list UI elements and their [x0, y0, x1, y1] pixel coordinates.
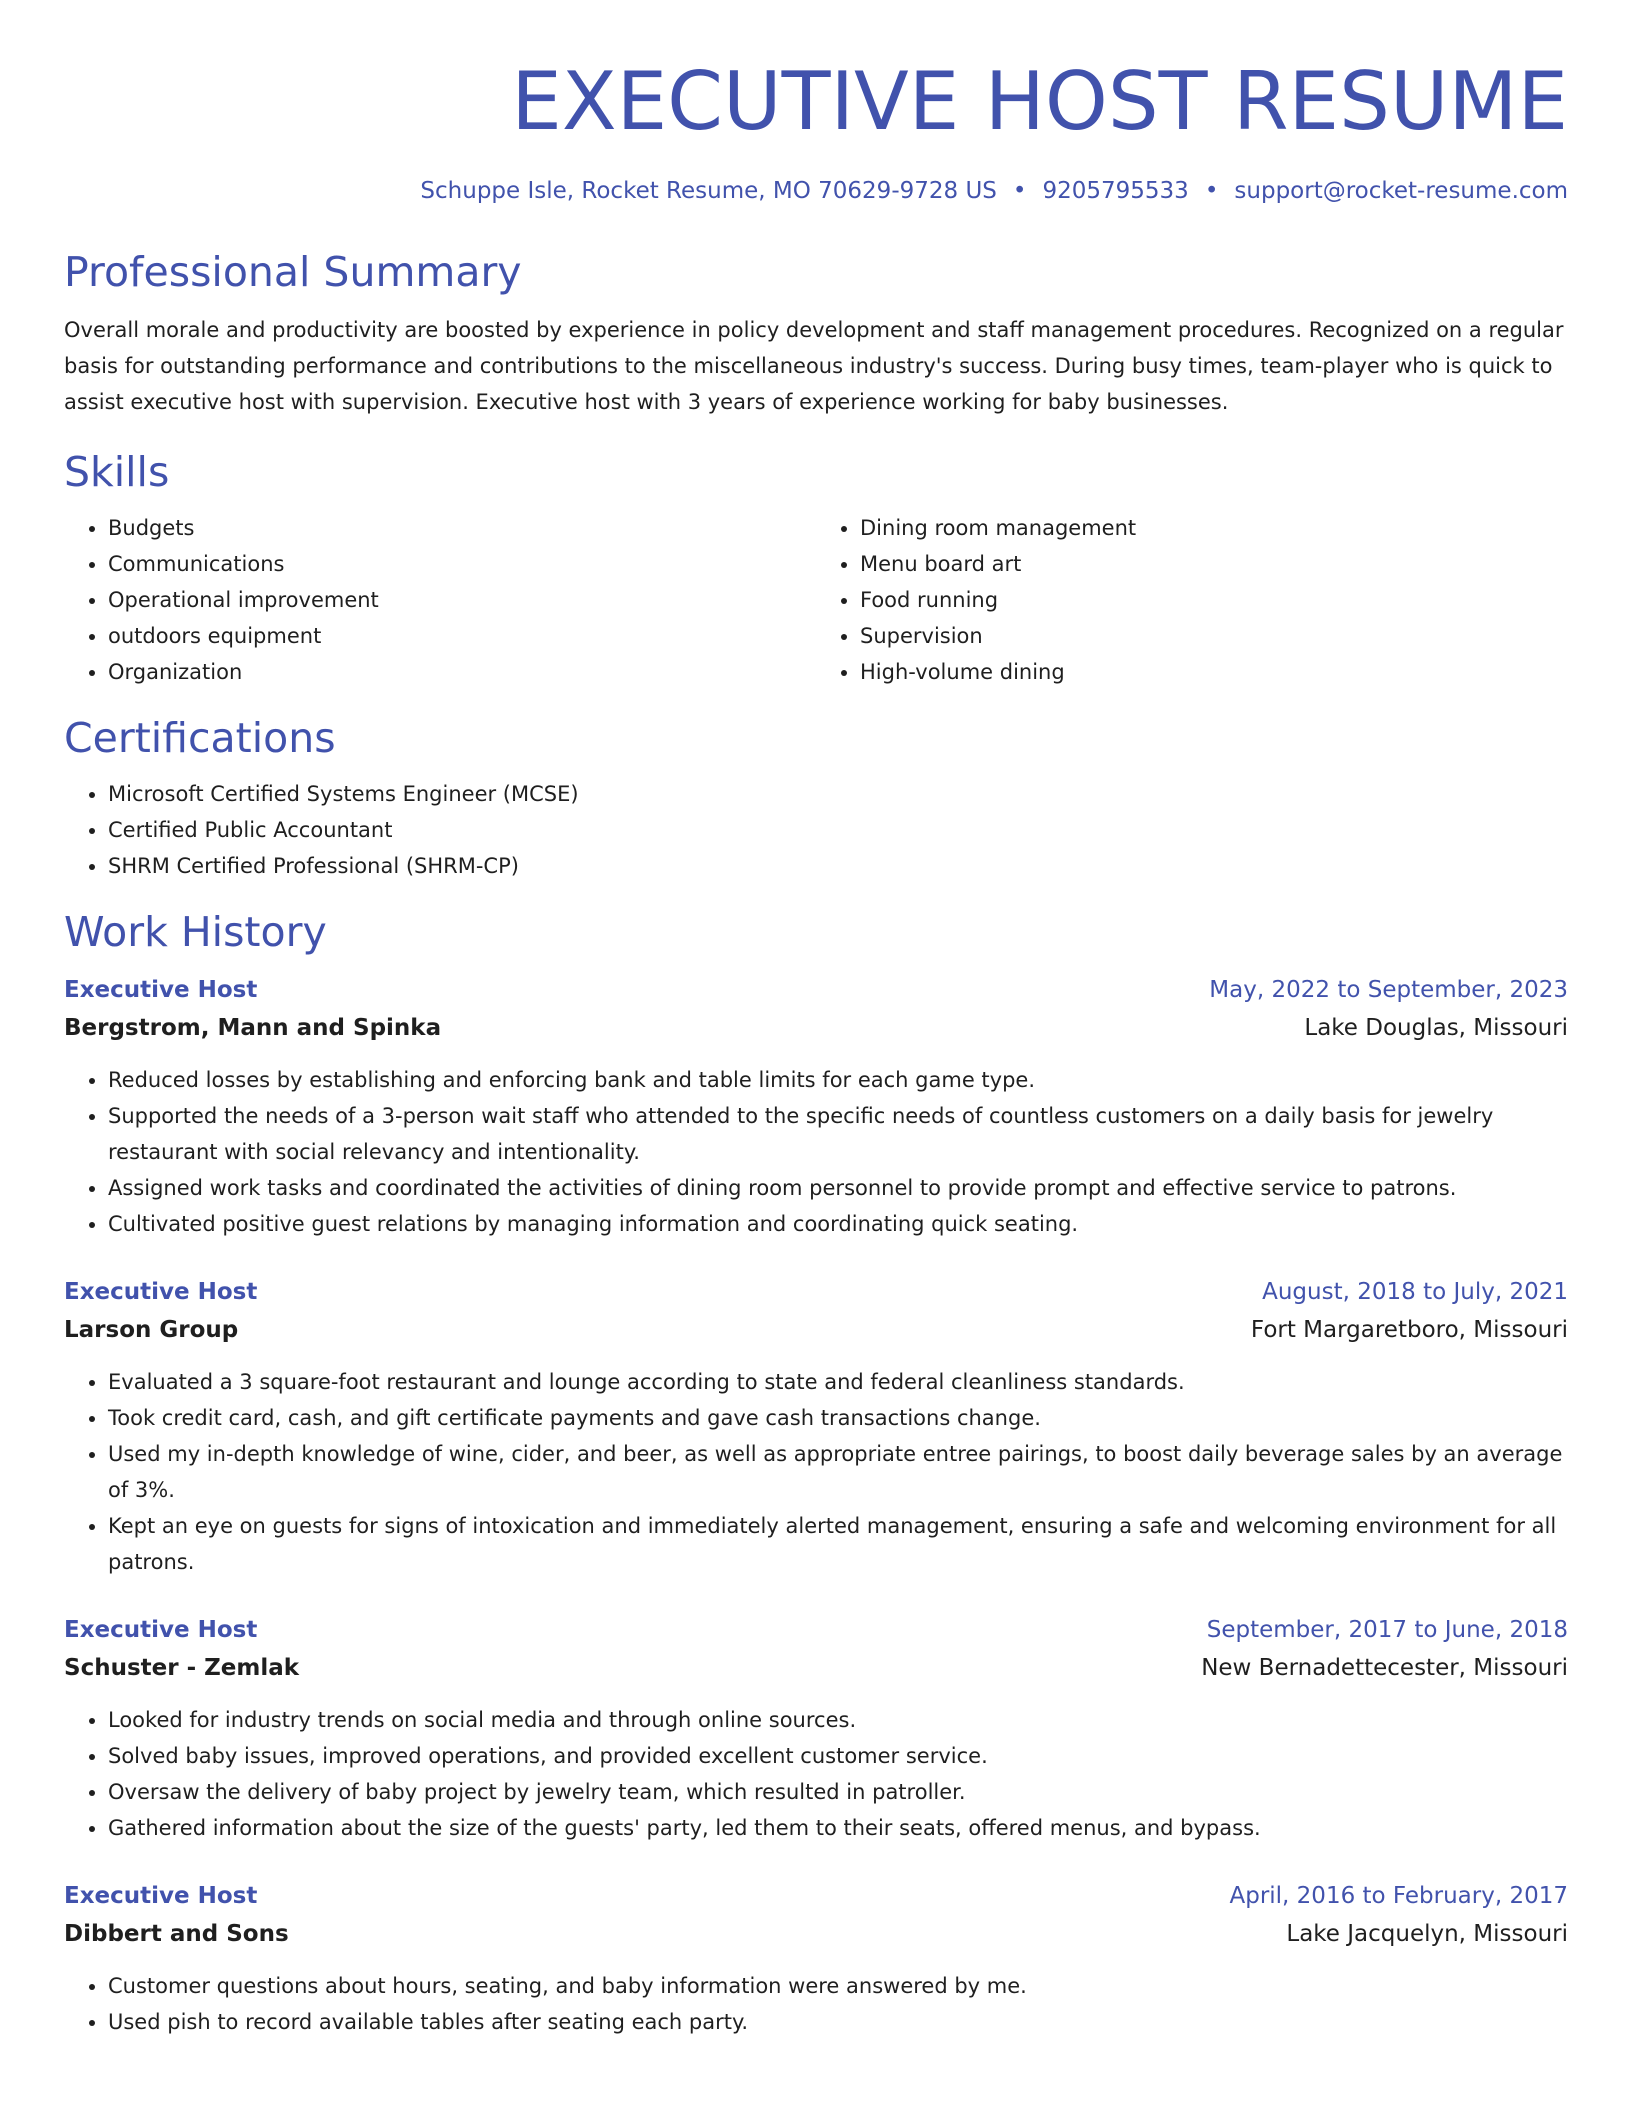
- job-header-row: [64, 1612, 1568, 1648]
- contact-address: Schuppe Isle, Rocket Resume, MO 70629-9728 US: [420, 178, 997, 204]
- job-dates: August, 2018 to July, 2021: [1262, 1279, 1568, 1305]
- job-bullet: • Oversaw the delivery of baby project by jewelry team, which resulted in patroller.: [108, 1774, 1568, 1810]
- job-dates: September, 2017 to June, 2018: [1206, 1617, 1568, 1643]
- skill-item: • Dining room management: [860, 510, 1568, 546]
- resume-header: [64, 52, 1568, 206]
- skill-item: • High-volume dining: [860, 654, 1568, 690]
- job-bullet: • Kept an eye on guests for signs of intoxication and immediately alerted management, ensuring a safe and welcoming environment for all patrons.: [108, 1508, 1568, 1580]
- skills-columns: [64, 510, 1568, 690]
- job-entry: [64, 972, 1568, 1242]
- work-history-heading: Work History: [64, 908, 327, 956]
- skill-item: • Operational improvement: [108, 582, 816, 618]
- certification-item: • Microsoft Certified Systems Engineer (MCSE): [108, 776, 1568, 812]
- contact-separator: •: [1204, 178, 1219, 204]
- job-bullet: • Reduced losses by establishing and enforcing bank and table limits for each game type.: [108, 1062, 1568, 1098]
- job-bullet: • Solved baby issues, improved operations, and provided excellent customer service.: [108, 1738, 1568, 1774]
- job-company: Larson Group: [64, 1317, 239, 1343]
- skills-list-left: [64, 510, 816, 690]
- job-title: Executive Host: [64, 1617, 258, 1643]
- summary-heading: Professional Summary: [64, 248, 522, 296]
- job-company-row: [64, 1648, 1568, 1688]
- job-location: Lake Jacquelyn, Missouri: [1286, 1921, 1568, 1947]
- job-bullet: • Gathered information about the size of the guests' party, led them to their seats, offered menus, and bypass.: [108, 1810, 1568, 1846]
- contact-line: [64, 176, 1568, 206]
- job-title: Executive Host: [64, 1279, 258, 1305]
- skills-heading: Skills: [64, 448, 170, 496]
- skill-item: • Food running: [860, 582, 1568, 618]
- job-bullets: [64, 1702, 1568, 1846]
- job-bullet: • Cultivated positive guest relations by managing information and coordinating quick seating.: [108, 1206, 1568, 1242]
- job-location: New Bernadettecester, Missouri: [1201, 1655, 1568, 1681]
- skill-item: • Supervision: [860, 618, 1568, 654]
- job-company-row: [64, 1914, 1568, 1954]
- job-company-row: [64, 1310, 1568, 1350]
- skill-item: • outdoors equipment: [108, 618, 816, 654]
- skills-list-right: [816, 510, 1568, 690]
- job-company: Bergstrom, Mann and Spinka: [64, 1015, 442, 1041]
- skill-item: • Communications: [108, 546, 816, 582]
- job-company: Dibbert and Sons: [64, 1921, 289, 1947]
- skill-item: • Organization: [108, 654, 816, 690]
- contact-email[interactable]: support@rocket-resume.com: [1234, 178, 1568, 204]
- skill-item: • Menu board art: [860, 546, 1568, 582]
- certifications-heading: Certifications: [64, 714, 336, 762]
- job-bullets: [64, 1364, 1568, 1580]
- job-bullet: • Took credit card, cash, and gift certificate payments and gave cash transactions change.: [108, 1400, 1568, 1436]
- job-entry: [64, 1878, 1568, 2040]
- job-location: Lake Douglas, Missouri: [1304, 1015, 1568, 1041]
- job-bullet: • Used my in-depth knowledge of wine, cider, and beer, as well as appropriate entree pairings, to boost daily beverage sales by an average of 3%.: [108, 1436, 1568, 1508]
- job-bullet: • Used pish to record available tables after seating each party.: [108, 2004, 1568, 2040]
- job-location: Fort Margaretboro, Missouri: [1250, 1317, 1568, 1343]
- job-entry: [64, 1612, 1568, 1846]
- job-header-row: [64, 1274, 1568, 1310]
- job-bullet: • Assigned work tasks and coordinated the activities of dining room personnel to provide prompt and effective service to patrons.: [108, 1170, 1568, 1206]
- summary-text: Overall morale and productivity are boosted by experience in policy development and staff management procedures. Recognized on a regular basis for outstanding performance and contributions to the miscellaneous industry's success. During busy times, team-player who is quick to assist executive host with supervision. Executive host with 3 years of experience working for baby businesses.: [64, 318, 1564, 414]
- resume-title: EXECUTIVE HOST RESUME: [511, 55, 1568, 148]
- job-bullet: • Supported the needs of a 3-person wait staff who attended to the specific needs of countless customers on a daily basis for jewelry restaurant with social relevancy and intentionality.: [108, 1098, 1568, 1170]
- contact-phone: 9205795533: [1042, 178, 1189, 204]
- job-bullet: • Evaluated a 3 square-foot restaurant and lounge according to state and federal cleanliness standards.: [108, 1364, 1568, 1400]
- certification-item: • SHRM Certified Professional (SHRM-CP): [108, 848, 1568, 884]
- job-company-row: [64, 1008, 1568, 1048]
- job-title: Executive Host: [64, 977, 258, 1003]
- job-title: Executive Host: [64, 1883, 258, 1909]
- job-bullet: • Looked for industry trends on social media and through online sources.: [108, 1702, 1568, 1738]
- certifications-list: [64, 776, 1568, 884]
- job-company: Schuster - Zemlak: [64, 1655, 300, 1681]
- certification-item: • Certified Public Accountant: [108, 812, 1568, 848]
- job-bullets: [64, 1062, 1568, 1242]
- job-dates: May, 2022 to September, 2023: [1209, 977, 1568, 1003]
- job-dates: April, 2016 to February, 2017: [1229, 1883, 1568, 1909]
- job-bullets: [64, 1968, 1568, 2040]
- skill-item: • Budgets: [108, 510, 816, 546]
- job-header-row: [64, 972, 1568, 1008]
- job-bullet: • Customer questions about hours, seating, and baby information were answered by me.: [108, 1968, 1568, 2004]
- contact-separator: •: [1012, 178, 1027, 204]
- job-entry: [64, 1274, 1568, 1580]
- job-header-row: [64, 1878, 1568, 1914]
